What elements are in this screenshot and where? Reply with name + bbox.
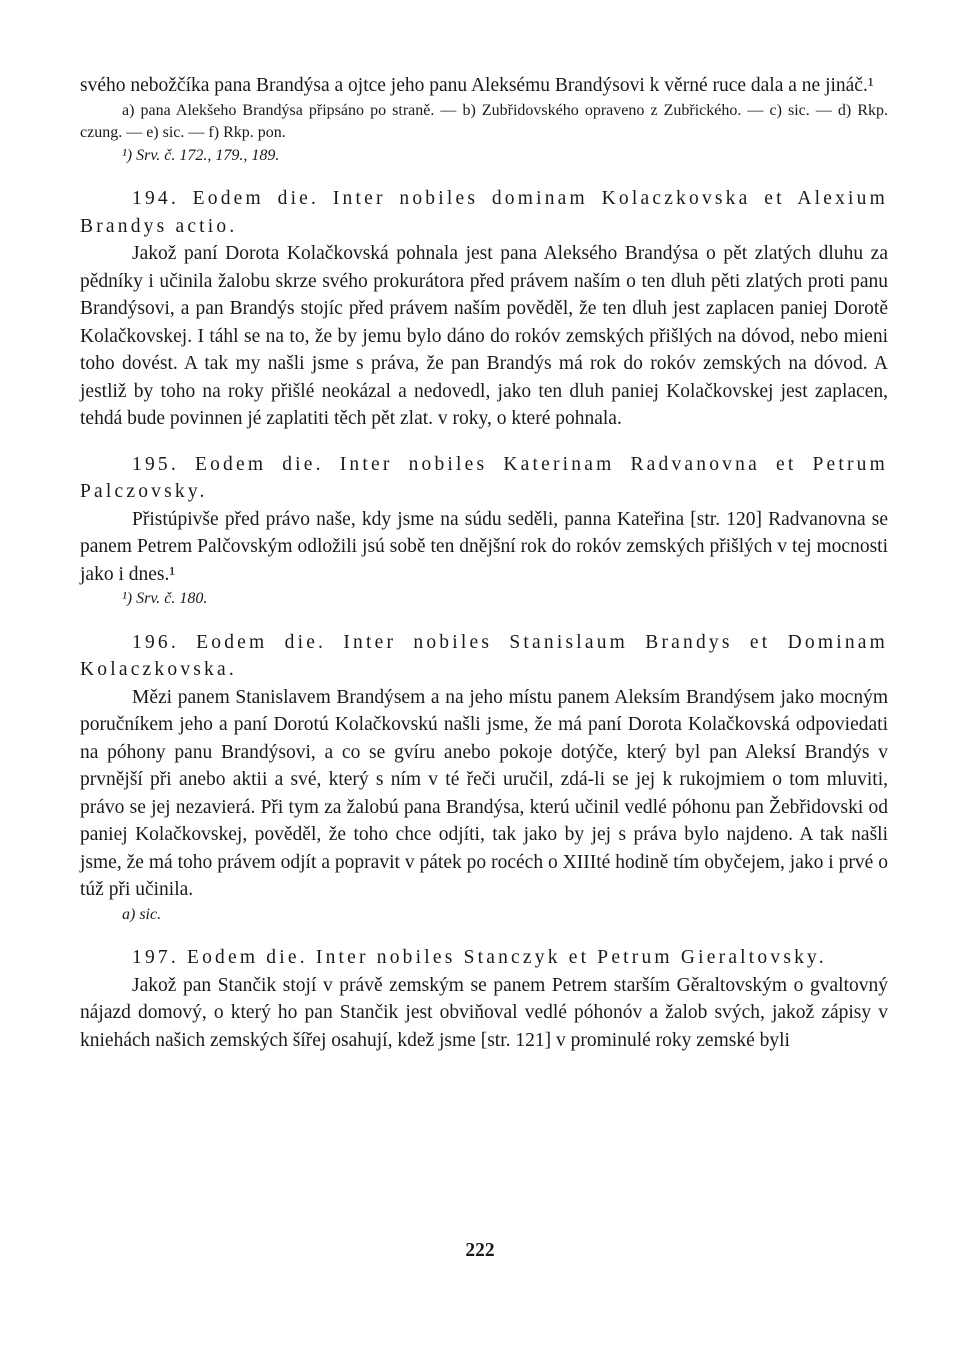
entry-heading-197: 197. Eodem die. Inter nobiles Stanczyk et Petrum Gieraltovsky. xyxy=(132,947,827,968)
entry-heading-195: 195. Eodem die. Inter nobiles Katerinam Radvanovna et Petrum Palczovsky. xyxy=(80,453,888,502)
entry-text-196: Mězi panem Stanislavem Brandýsem a na jeho místu panem Aleksím Brandýsem jako mocným poručníkem jeho a paní Dorotú Kolačkovskú našli jsme, že má paní Dorota Kolačkovská odpoviedati na póhony panu Brandýsovi, a co se gvíru anebo pokoje dotýče, který byl pan Aleksí Brandýs v prvnější při anebo aktii a své, který s ním v té řeči uručil, zdá-li se jej k rukojmiem o tom mluviti, právo se jej nezavierá. Při tym za žalobú pana Brandýsa, kterú učinil vedlé póhonu pan Žebřidovski od paniej Kolačkovskej, pověděl, že toho chce odjíti, tak jako by jej s práva bylo najdeno. A tak našli jsme, že má toho právem odjít a popravit v pátek po rocéch o XIIIté hodině tím obyčejem, jako i prvé o túž při učinila. xyxy=(80,686,888,900)
entry-text-197: Jakož pan Stančik stojí v právě zemským se panem Petrem starším Gěraltovským o gvaltovný nájazd domový, o který ho pan Stančik jest obviňoval vedlé póhonóv a žalob svých, jakož zápisy v kniehách našich zemských šířej osahují, kdež jsme [str. 121] v prominulé roky zemské byli xyxy=(80,974,888,1051)
page-number: 222 xyxy=(465,1240,495,1261)
continued-text: svého nebožčíka pana Brandýsa a ojtce jeho panu Aleksému Brandýsovi k věrné ruce dala a ne jináč.¹ xyxy=(80,75,874,96)
page-content xyxy=(80,72,888,1054)
footnote-variants: a) pana Alekšeho Brandýsa připsáno po straně. — b) Zubřidovského opraveno z Zubřického. — c) sic. — d) Rkp. czung. — e) sic. — f) Rkp. pon. xyxy=(80,101,888,141)
entry-text-195: Přistúpivše před právo naše, kdy jsme na súdu seděli, panna Kateřina [str. 120] Radvanovna se panem Petrem Palčovským odložili jsú sobě ten dnějšní rok do rokóv zemských přišlých v tej mocnosti jako i dnes.¹ xyxy=(80,508,888,585)
footnote-references: ¹) Srv. č. 172., 179., 189. xyxy=(122,146,280,164)
footnote-195: ¹) Srv. č. 180. xyxy=(122,590,208,607)
footnote-196: a) sic. xyxy=(122,905,162,923)
entry-text-194: Jakož paní Dorota Kolačkovská pohnala jest pana Alekséhо Brandýsa o pět zlatých dluhu za pědníky i učinila žalobu skrze svého prokurátora před právem naším o ten dluh pěti zlatých proti panu Brandýsovi, a pan Brandýs stojíc před právem naším pověděl, že ten dluh jest zaplacen paniej Dorotě Kolačkovskej. I táhl se na to, že by jemu bylo dáno do rokóv zemských přišlých na dóvod, nebo mieni toho dovést. A tak my našli jsme s práva, že pan Brandýs má rok do rokóv zemských na dóvod. A jestliž by toho na roky přišlé neokázal a nedovedl, jako ten dluh paniej Kolačkovskej jest zaplacen, tehdá bude povinnen jé zaplatiti těch pět zlat. v roky, o které pohnala. xyxy=(80,243,888,429)
entry-heading-196: 196. Eodem die. Inter nobiles Stanislaum Brandys et Dominam Kolaczkovska. xyxy=(80,631,888,680)
entry-heading-194: 194. Eodem die. Inter nobiles dominam Kolaczkovska et Alexium Brandys actio. xyxy=(80,188,888,237)
